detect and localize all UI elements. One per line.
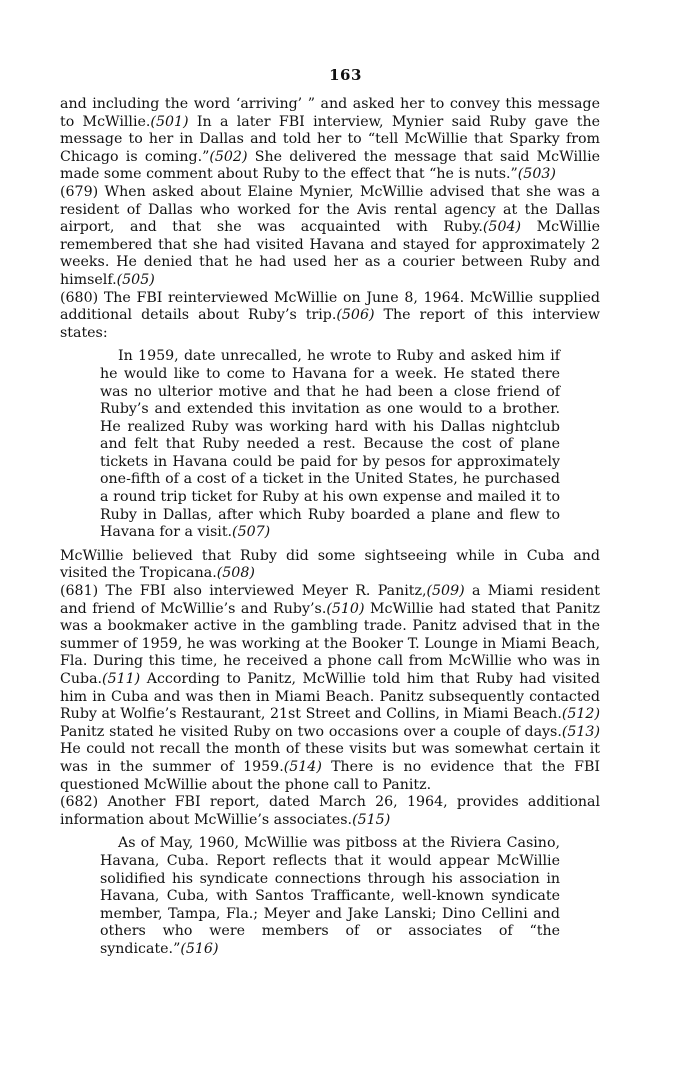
text-run: The FBI reinterviewed McWillie on June 8, 1964. McWillie supplied additional details about Ruby’s trip. bbox=[60, 289, 600, 324]
text-run: She delivered the message that said McWillie made some comment about Ruby to the effect that “he is nuts.” bbox=[60, 148, 601, 183]
text-run: There is no evidence that the FBI questioned McWillie about the phone call to Panitz. bbox=[60, 758, 600, 793]
paragraph-number: (681) bbox=[60, 583, 99, 600]
citation: (505) bbox=[116, 271, 155, 288]
citation: (516) bbox=[180, 940, 219, 957]
citation: (506) bbox=[336, 307, 375, 324]
text-run: The report of this interview states: bbox=[60, 307, 600, 341]
citation: (502) bbox=[209, 148, 248, 165]
text-run: In 1959, date unrecalled, he wrote to Ruby and asked him if he would like to come to Havana for a week. He stated there was no ulterior motive and that he had been a close friend of Ruby’s and extended this invitation as one would to a brother. He realized Ruby was working hard with his Dallas nightclub and felt that Ruby needed a rest. Because the cost of plane tickets in Havana could be paid for by pesos for approximately one-fifth of a cost of a ticket in the United States, he purchased a round trip ticket for Ruby at his own expense and mailed it to Ruby in Dallas, after which Ruby boarded a plane and flew to Havana for a visit. bbox=[100, 348, 560, 541]
citation: (501) bbox=[150, 113, 189, 130]
text-run: Panitz stated he visited Ruby on two occasions over a couple of days. bbox=[60, 723, 562, 740]
citation: (503) bbox=[517, 166, 556, 183]
text-run: According to Panitz, McWillie told him that Ruby had visited him in Cuba and was then in Miami Beach. Panitz subsequently contacted Ruby at Wolfie’s Restaurant, 21st Street and Collins, in Miami Beach. bbox=[60, 671, 600, 723]
paragraph-number: (679) bbox=[60, 183, 99, 200]
paragraph-682 bbox=[60, 794, 600, 829]
text-run: The FBI also interviewed Meyer R. Panitz, bbox=[98, 583, 427, 600]
paragraph-680 bbox=[60, 290, 600, 343]
text-run: Another FBI report, dated March 26, 1964, provides additional information about McWillie’s associates. bbox=[60, 794, 600, 828]
paragraph-number: (680) bbox=[60, 289, 99, 306]
paragraph-681 bbox=[60, 583, 600, 794]
block-quote-1 bbox=[100, 348, 560, 542]
citation: (511) bbox=[102, 671, 141, 687]
text-run: and including the word ‘arriving’ ” and asked her to convey this message to McWillie. bbox=[60, 96, 600, 130]
citation: (515) bbox=[352, 811, 391, 828]
text-run: McWillie remembered that she had visited Havana and stayed for approximately 2 weeks. He denied that he had used her as a courier between Ruby and himself. bbox=[60, 219, 600, 288]
citation: (509) bbox=[426, 583, 465, 600]
citation: (510) bbox=[326, 600, 365, 617]
citation: (512) bbox=[561, 706, 600, 723]
body-text bbox=[60, 96, 600, 965]
paragraph-number: (682) bbox=[60, 794, 99, 811]
text-run: McWillie had stated that Panitz was a bookmaker active in the gambling trade. Panitz advised that in the summer of 1959, he was working at the Booker T. Lounge in Miami Beach, Fla. During this time, he received a phone call from McWillie who was in Cuba. bbox=[60, 600, 601, 687]
citation: (513) bbox=[561, 723, 600, 740]
text-run: As of May, 1960, McWillie was pitboss at the Riviera Casino, Havana, Cuba. Report reflects that it would appear McWillie solidified his syndicate connections through his association in Havana, Cuba, with Santos Trafficante, well-known syndicate member, Tampa, Fla.; Meyer and Jake Lanski; Dino Cellini and others who were members of or associates of “the syndicate.” bbox=[100, 835, 560, 957]
text-run: McWillie believed that Ruby did some sightseeing while in Cuba and visited the Tropicana. bbox=[60, 547, 600, 582]
text-run: In a later FBI interview, Mynier said Ruby gave the message to her in Dallas and told her to “tell McWillie that Sparky from Chicago is coming.” bbox=[60, 113, 600, 165]
citation: (507) bbox=[232, 524, 271, 541]
text-run: a Miami resident and friend of McWillie’s and Ruby’s. bbox=[60, 583, 600, 617]
paragraph-continuation bbox=[60, 96, 600, 184]
citation: (508) bbox=[216, 565, 255, 582]
quote-paragraph bbox=[100, 348, 560, 542]
text-run: He could not recall the month of these visits but was somewhat certain it was in the summer of 1959. bbox=[60, 741, 600, 775]
paragraph-sightseeing bbox=[60, 548, 600, 583]
text-run: When asked about Elaine Mynier, McWillie advised that she was a resident of Dallas who worked for the Avis rental agency at the Dallas airport, and that she was acquainted with Ruby. bbox=[60, 183, 600, 236]
quote-paragraph bbox=[100, 835, 560, 958]
paragraph-679 bbox=[60, 184, 600, 290]
block-quote-2 bbox=[100, 835, 560, 958]
citation: (514) bbox=[283, 758, 322, 775]
citation: (504) bbox=[482, 219, 522, 236]
page-number: 163 bbox=[329, 66, 362, 84]
